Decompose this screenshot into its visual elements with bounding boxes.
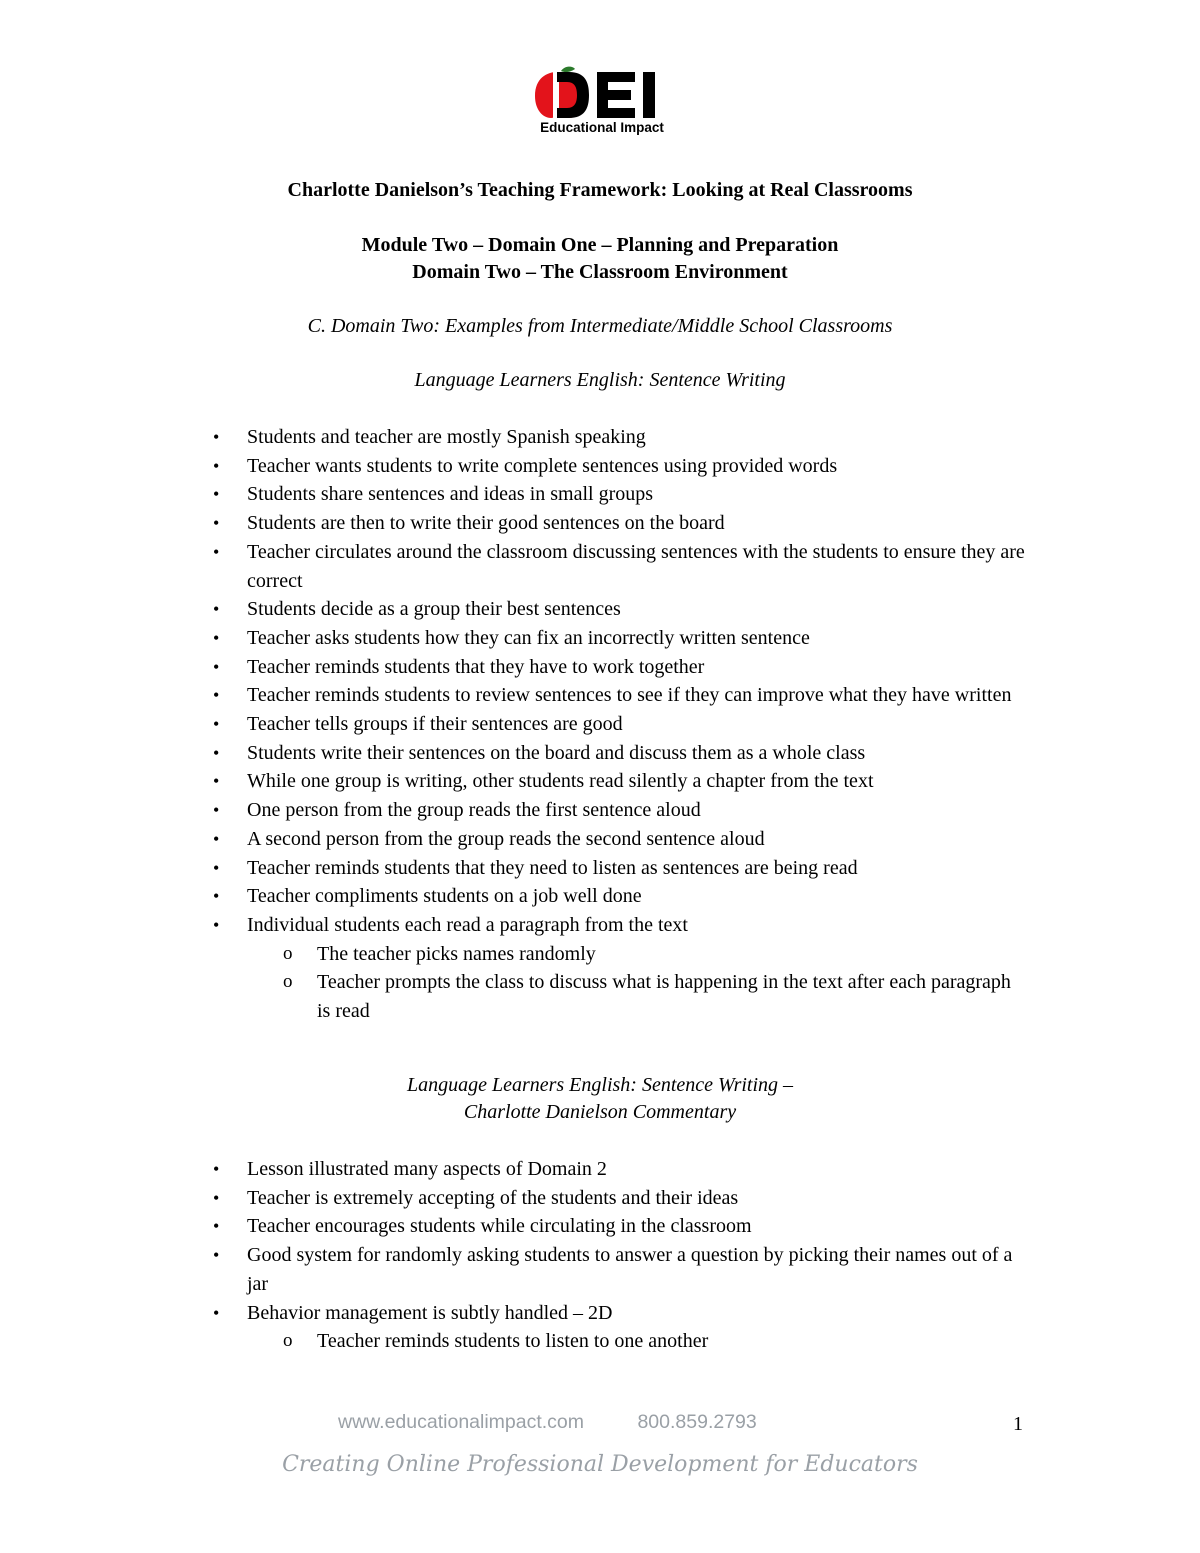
list-item: • Students are then to write their good sentences on the board <box>0 509 1037 538</box>
commentary-title-line-1: Language Learners English: Sentence Writing – <box>406 1074 794 1096</box>
bullet-icon: • <box>213 541 220 562</box>
list-item: • Students share sentences and ideas in small groups <box>0 480 1037 509</box>
document-title: Charlotte Danielson’s Teaching Framework: Looking at Real Classrooms <box>287 179 913 201</box>
footer-contact <box>338 1411 757 1434</box>
bullet-icon: • <box>213 886 220 907</box>
commentary-title-line-2: Charlotte Danielson Commentary <box>463 1101 737 1123</box>
bullet-icon: • <box>213 627 220 648</box>
sub-list-item: o Teacher prompts the class to discuss what is happening in the text after each paragraph is read <box>0 968 1017 1025</box>
bullet-icon: • <box>213 455 220 476</box>
bullet-icon: • <box>213 1216 220 1237</box>
sub-bullet-icon: o <box>283 942 293 964</box>
lesson-subtitle: Language Learners English: Sentence Writing <box>414 369 786 391</box>
list-item: • Teacher is extremely accepting of the students and their ideas <box>0 1184 1037 1213</box>
website-link[interactable]: www.educationalimpact.com <box>338 1411 585 1433</box>
list-item: • Behavior management is subtly handled – 2D <box>0 1299 1037 1328</box>
section-heading: C. Domain Two: Examples from Intermediate/Middle School Classrooms <box>307 315 893 337</box>
bullet-icon: • <box>213 656 220 677</box>
bullet-icon: • <box>213 1159 220 1179</box>
list-item: • Students and teacher are mostly Spanish speaking <box>0 423 1037 452</box>
logo-caption: Educational Impact <box>540 120 664 135</box>
bullet-icon: • <box>213 599 220 620</box>
list-item: • Good system for randomly asking students to answer a question by picking their names out of a jar <box>0 1241 1037 1298</box>
list-item: • Teacher compliments students on a job well done <box>0 882 1037 911</box>
bullet-icon: • <box>213 1245 220 1266</box>
bullet-icon: • <box>213 714 220 735</box>
sub-list-item: o Teacher reminds students to listen to one another <box>0 1327 1017 1356</box>
page-number: 1 <box>1013 1413 1023 1435</box>
bullet-icon: • <box>213 1187 220 1208</box>
list-item: • Individual students each read a paragraph from the text <box>0 911 1037 940</box>
sub-bullet-icon: o <box>283 1330 293 1352</box>
bullet-icon: • <box>213 914 220 935</box>
list-item: • Teacher encourages students while circulating in the classroom <box>0 1212 1037 1241</box>
bullet-icon: • <box>213 857 220 878</box>
bullet-icon: • <box>213 828 220 849</box>
list-item: • Teacher tells groups if their sentences are good <box>0 710 1037 739</box>
list-item: • One person from the group reads the first sentence aloud <box>0 796 1037 825</box>
bullet-icon: • <box>213 685 220 706</box>
list-item: • Students write their sentences on the board and discuss them as a whole class <box>0 739 1037 768</box>
list-item: • Teacher reminds students that they have to work together <box>0 653 1037 682</box>
list-item: • A second person from the group reads the second sentence aloud <box>0 825 1037 854</box>
bullet-icon: • <box>213 513 220 534</box>
footer-tagline: Creating Online Professional Development for Educators <box>282 1452 918 1477</box>
list-item: • Teacher asks students how they can fix an incorrectly written sentence <box>0 624 1037 653</box>
bullet-icon: • <box>213 800 220 821</box>
list-item: • While one group is writing, other students read silently a chapter from the text <box>0 767 1037 796</box>
bullet-icon: • <box>213 484 220 505</box>
sub-list-item: o The teacher picks names randomly <box>0 940 1017 969</box>
list-item: • Lesson illustrated many aspects of Domain 2 <box>0 1155 1037 1184</box>
bullet-icon: • <box>213 771 220 792</box>
sub-bullet-icon: o <box>283 971 293 993</box>
module-line-2: Domain Two – The Classroom Environment <box>412 261 788 283</box>
phone-number: 800.859.2793 <box>637 1411 757 1433</box>
list-item: • Teacher reminds students that they need to listen as sentences are being read <box>0 854 1037 883</box>
observation-list <box>0 423 1200 1026</box>
list-item: • Teacher reminds students to review sentences to see if they can improve what they have written <box>0 681 1037 710</box>
commentary-list <box>0 1155 1200 1356</box>
module-line-1: Module Two – Domain One – Planning and Preparation <box>361 234 839 256</box>
list-item: • Students decide as a group their best sentences <box>0 595 1037 624</box>
bullet-icon: • <box>213 1302 220 1323</box>
bullet-icon: • <box>213 742 220 763</box>
list-item: • Teacher wants students to write complete sentences using provided words <box>0 452 1037 481</box>
bullet-icon: • <box>213 427 220 447</box>
list-item: • Teacher circulates around the classroom discussing sentences with the students to ensure they are correct <box>0 538 1037 595</box>
